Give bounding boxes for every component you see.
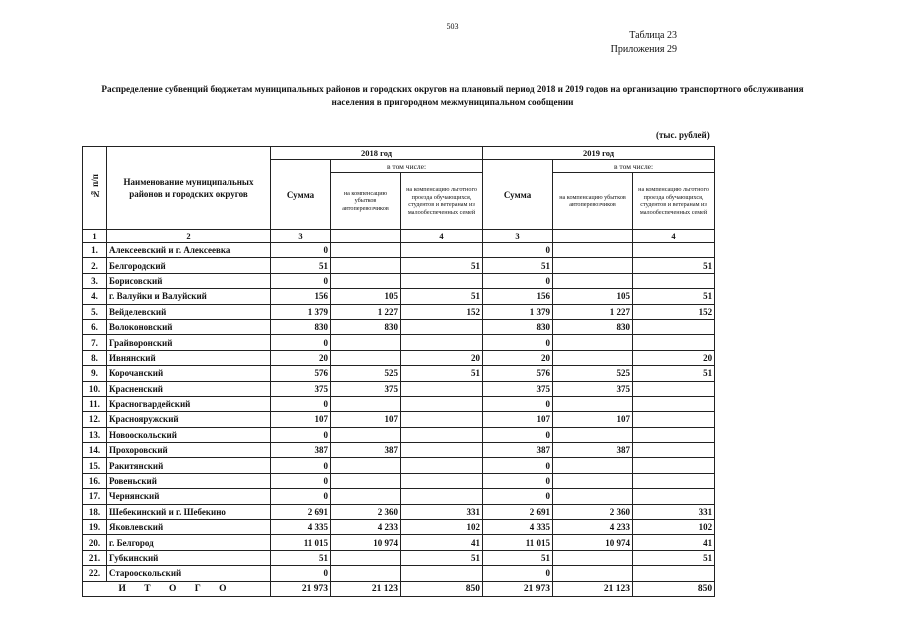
carriers-2018 bbox=[331, 258, 401, 273]
carriers-2019 bbox=[553, 243, 633, 258]
table-row bbox=[83, 535, 715, 550]
sum-2018: 51 bbox=[271, 550, 331, 565]
carriers-2019: 375 bbox=[553, 381, 633, 396]
sum-2018: 0 bbox=[271, 335, 331, 350]
carriers-2018 bbox=[331, 566, 401, 581]
carriers-2018 bbox=[331, 489, 401, 504]
discount-2018: 51 bbox=[401, 258, 483, 273]
discount-2018: 331 bbox=[401, 504, 483, 519]
discount-2019 bbox=[633, 396, 715, 411]
table-row bbox=[83, 381, 715, 396]
row-number: 16. bbox=[83, 473, 107, 488]
row-number: 4. bbox=[83, 289, 107, 304]
row-number: 2. bbox=[83, 258, 107, 273]
document-title: Распределение субвенций бюджетам муниципальных районов и городских округов на плановый период 2018 и 2019 годов на организацию транспортного обслуживания населения в пригородном межмуниципальном сообщении bbox=[101, 84, 804, 107]
discount-2018: 51 bbox=[401, 550, 483, 565]
sum-2019: 576 bbox=[483, 366, 553, 381]
carriers-2019 bbox=[553, 566, 633, 581]
discount-2019 bbox=[633, 566, 715, 581]
discount-2018 bbox=[401, 396, 483, 411]
header-incl-2018: в том числе: bbox=[331, 160, 483, 173]
header-year-2019: 2019 год bbox=[483, 147, 715, 160]
discount-2019: 20 bbox=[633, 350, 715, 365]
row-number: 5. bbox=[83, 304, 107, 319]
header-sum-2019: Сумма bbox=[483, 160, 553, 230]
table-row bbox=[83, 550, 715, 565]
sum-2019: 1 379 bbox=[483, 304, 553, 319]
discount-2019 bbox=[633, 243, 715, 258]
row-number: 18. bbox=[83, 504, 107, 519]
sum-2019: 830 bbox=[483, 319, 553, 334]
discount-2018 bbox=[401, 273, 483, 288]
row-number: 21. bbox=[83, 550, 107, 565]
carriers-2019 bbox=[553, 458, 633, 473]
carriers-2018 bbox=[331, 396, 401, 411]
discount-2019 bbox=[633, 381, 715, 396]
column-number-row bbox=[83, 230, 715, 243]
carriers-2019 bbox=[553, 258, 633, 273]
district-name: г. Валуйки и Валуйский bbox=[107, 289, 271, 304]
row-number: 22. bbox=[83, 566, 107, 581]
col-number bbox=[331, 230, 401, 243]
row-number: 15. bbox=[83, 458, 107, 473]
sum-2018: 107 bbox=[271, 412, 331, 427]
row-number: 9. bbox=[83, 366, 107, 381]
sum-2018: 0 bbox=[271, 396, 331, 411]
table-row bbox=[83, 335, 715, 350]
col-number: 1 bbox=[83, 230, 107, 243]
sum-2018: 0 bbox=[271, 427, 331, 442]
carriers-2019: 830 bbox=[553, 319, 633, 334]
sum-2018: 0 bbox=[271, 489, 331, 504]
header-carriers-2019: на компенсацию убытков автоперевозчиков bbox=[553, 173, 633, 230]
carriers-2018 bbox=[331, 243, 401, 258]
sum-2019: 0 bbox=[483, 566, 553, 581]
discount-2018 bbox=[401, 458, 483, 473]
table-row bbox=[83, 289, 715, 304]
sum-2019: 0 bbox=[483, 427, 553, 442]
discount-2018 bbox=[401, 335, 483, 350]
table-row bbox=[83, 504, 715, 519]
sum-2018: 576 bbox=[271, 366, 331, 381]
header-name: Наименование муниципальных районов и городских округов bbox=[107, 147, 271, 230]
carriers-2019 bbox=[553, 335, 633, 350]
header-discount-2019: на компенсацию льготного проезда обучающихся, студентов и ветеранам из малообеспеченных семей bbox=[633, 173, 715, 230]
discount-2018 bbox=[401, 381, 483, 396]
carriers-2019 bbox=[553, 273, 633, 288]
sum-2019: 0 bbox=[483, 489, 553, 504]
carriers-2018: 4 233 bbox=[331, 520, 401, 535]
row-number: 19. bbox=[83, 520, 107, 535]
discount-2018 bbox=[401, 566, 483, 581]
sum-2019: 0 bbox=[483, 273, 553, 288]
carriers-2018 bbox=[331, 273, 401, 288]
row-number: 20. bbox=[83, 535, 107, 550]
discount-2019 bbox=[633, 443, 715, 458]
col-number bbox=[553, 230, 633, 243]
sum-2018: 830 bbox=[271, 319, 331, 334]
carriers-2018 bbox=[331, 458, 401, 473]
sum-2018: 20 bbox=[271, 350, 331, 365]
total-sum-2018: 21 973 bbox=[271, 581, 331, 596]
total-carriers-2018: 21 123 bbox=[331, 581, 401, 596]
carriers-2018: 105 bbox=[331, 289, 401, 304]
table-row bbox=[83, 350, 715, 365]
table-row bbox=[83, 489, 715, 504]
carriers-2018: 1 227 bbox=[331, 304, 401, 319]
discount-2018: 102 bbox=[401, 520, 483, 535]
table-row bbox=[83, 443, 715, 458]
header-year-2018: 2018 год bbox=[271, 147, 483, 160]
row-number: 14. bbox=[83, 443, 107, 458]
discount-2019: 51 bbox=[633, 366, 715, 381]
carriers-2018: 387 bbox=[331, 443, 401, 458]
district-name: Грайворонский bbox=[107, 335, 271, 350]
district-name: Ракитянский bbox=[107, 458, 271, 473]
row-number: 11. bbox=[83, 396, 107, 411]
district-name: Белгородский bbox=[107, 258, 271, 273]
carriers-2018: 375 bbox=[331, 381, 401, 396]
carriers-2019: 387 bbox=[553, 443, 633, 458]
district-name: Красногвардейский bbox=[107, 396, 271, 411]
carriers-2019: 10 974 bbox=[553, 535, 633, 550]
carriers-2019: 2 360 bbox=[553, 504, 633, 519]
sum-2019: 0 bbox=[483, 458, 553, 473]
total-carriers-2019: 21 123 bbox=[553, 581, 633, 596]
sum-2018: 1 379 bbox=[271, 304, 331, 319]
carriers-2019: 1 227 bbox=[553, 304, 633, 319]
total-discount-2019: 850 bbox=[633, 581, 715, 596]
discount-2018: 20 bbox=[401, 350, 483, 365]
sum-2018: 0 bbox=[271, 273, 331, 288]
sum-2019: 4 335 bbox=[483, 520, 553, 535]
table-row bbox=[83, 243, 715, 258]
discount-2019 bbox=[633, 427, 715, 442]
carriers-2018: 107 bbox=[331, 412, 401, 427]
discount-2019: 152 bbox=[633, 304, 715, 319]
carriers-2019: 525 bbox=[553, 366, 633, 381]
discount-2018 bbox=[401, 443, 483, 458]
discount-2018 bbox=[401, 412, 483, 427]
district-name: Чернянский bbox=[107, 489, 271, 504]
total-row bbox=[83, 581, 715, 596]
col-number: 3 bbox=[483, 230, 553, 243]
discount-2019 bbox=[633, 473, 715, 488]
sum-2019: 0 bbox=[483, 335, 553, 350]
carriers-2019: 4 233 bbox=[553, 520, 633, 535]
carriers-2019 bbox=[553, 550, 633, 565]
discount-2019: 51 bbox=[633, 550, 715, 565]
carriers-2018 bbox=[331, 550, 401, 565]
carriers-2018: 525 bbox=[331, 366, 401, 381]
sum-2018: 51 bbox=[271, 258, 331, 273]
header-discount-2018: на компенсацию льготного проезда обучающихся, студентов и ветеранам из малообеспеченных семей bbox=[401, 173, 483, 230]
sum-2018: 387 bbox=[271, 443, 331, 458]
col-number: 2 bbox=[107, 230, 271, 243]
sum-2018: 11 015 bbox=[271, 535, 331, 550]
header-sum-2018: Сумма bbox=[271, 160, 331, 230]
carriers-2018: 830 bbox=[331, 319, 401, 334]
district-name: Шебекинский и г. Шебекино bbox=[107, 504, 271, 519]
table-row bbox=[83, 412, 715, 427]
discount-2019 bbox=[633, 273, 715, 288]
page-number: 503 bbox=[446, 22, 459, 31]
discount-2019 bbox=[633, 335, 715, 350]
header-num: № п/п bbox=[83, 147, 107, 230]
sum-2019: 0 bbox=[483, 243, 553, 258]
district-name: Ивнянский bbox=[107, 350, 271, 365]
carriers-2018 bbox=[331, 473, 401, 488]
carriers-2019 bbox=[553, 473, 633, 488]
district-name: Новооскольский bbox=[107, 427, 271, 442]
table-row bbox=[83, 473, 715, 488]
district-name: Алексеевский и г. Алексеевка bbox=[107, 243, 271, 258]
sum-2019: 51 bbox=[483, 550, 553, 565]
discount-2018 bbox=[401, 243, 483, 258]
table-row bbox=[83, 319, 715, 334]
discount-2019: 51 bbox=[633, 289, 715, 304]
header-incl-2019: в том числе: bbox=[553, 160, 715, 173]
discount-2018 bbox=[401, 473, 483, 488]
subsidy-table bbox=[82, 146, 715, 597]
district-name: Волоконовский bbox=[107, 319, 271, 334]
table-row bbox=[83, 427, 715, 442]
discount-2018 bbox=[401, 489, 483, 504]
discount-2019: 331 bbox=[633, 504, 715, 519]
col-number: 4 bbox=[633, 230, 715, 243]
row-number: 6. bbox=[83, 319, 107, 334]
district-name: Губкинский bbox=[107, 550, 271, 565]
carriers-2019: 105 bbox=[553, 289, 633, 304]
discount-2019 bbox=[633, 458, 715, 473]
col-number: 4 bbox=[401, 230, 483, 243]
district-name: г. Белгород bbox=[107, 535, 271, 550]
discount-2018: 41 bbox=[401, 535, 483, 550]
table-row bbox=[83, 396, 715, 411]
sum-2018: 156 bbox=[271, 289, 331, 304]
sum-2018: 0 bbox=[271, 473, 331, 488]
sum-2018: 2 691 bbox=[271, 504, 331, 519]
sum-2019: 107 bbox=[483, 412, 553, 427]
row-number: 17. bbox=[83, 489, 107, 504]
sum-2019: 11 015 bbox=[483, 535, 553, 550]
row-number: 7. bbox=[83, 335, 107, 350]
table-label: Таблица 23 bbox=[629, 30, 677, 41]
units-label: (тыс. рублей) bbox=[656, 130, 710, 140]
carriers-2019 bbox=[553, 396, 633, 411]
table-row bbox=[83, 258, 715, 273]
sum-2019: 0 bbox=[483, 396, 553, 411]
sum-2018: 0 bbox=[271, 458, 331, 473]
sum-2018: 0 bbox=[271, 566, 331, 581]
table-row bbox=[83, 366, 715, 381]
sum-2019: 2 691 bbox=[483, 504, 553, 519]
table-row bbox=[83, 458, 715, 473]
carriers-2019 bbox=[553, 350, 633, 365]
district-name: Ровеньский bbox=[107, 473, 271, 488]
discount-2019 bbox=[633, 412, 715, 427]
sum-2018: 0 bbox=[271, 243, 331, 258]
discount-2019: 41 bbox=[633, 535, 715, 550]
district-name: Яковлевский bbox=[107, 520, 271, 535]
district-name: Краснояружский bbox=[107, 412, 271, 427]
discount-2019: 51 bbox=[633, 258, 715, 273]
appendix-label: Приложения 29 bbox=[610, 44, 677, 55]
district-name: Борисовский bbox=[107, 273, 271, 288]
discount-2018 bbox=[401, 427, 483, 442]
row-number: 8. bbox=[83, 350, 107, 365]
total-discount-2018: 850 bbox=[401, 581, 483, 596]
carriers-2018 bbox=[331, 427, 401, 442]
table-row bbox=[83, 520, 715, 535]
total-label: И Т О Г О bbox=[83, 581, 271, 596]
sum-2018: 375 bbox=[271, 381, 331, 396]
col-number: 3 bbox=[271, 230, 331, 243]
sum-2018: 4 335 bbox=[271, 520, 331, 535]
discount-2018: 51 bbox=[401, 289, 483, 304]
sum-2019: 156 bbox=[483, 289, 553, 304]
table-row bbox=[83, 273, 715, 288]
carriers-2018 bbox=[331, 350, 401, 365]
district-name: Прохоровский bbox=[107, 443, 271, 458]
header-carriers-2018: на компенсацию убытков автоперевозчиков bbox=[331, 173, 401, 230]
sum-2019: 375 bbox=[483, 381, 553, 396]
row-number: 10. bbox=[83, 381, 107, 396]
discount-2018 bbox=[401, 319, 483, 334]
district-name: Старооскольский bbox=[107, 566, 271, 581]
row-number: 12. bbox=[83, 412, 107, 427]
table-row bbox=[83, 566, 715, 581]
district-name: Корочанский bbox=[107, 366, 271, 381]
row-number: 3. bbox=[83, 273, 107, 288]
total-sum-2019: 21 973 bbox=[483, 581, 553, 596]
discount-2018: 51 bbox=[401, 366, 483, 381]
district-name: Вейделевский bbox=[107, 304, 271, 319]
carriers-2019 bbox=[553, 489, 633, 504]
sum-2019: 387 bbox=[483, 443, 553, 458]
discount-2018: 152 bbox=[401, 304, 483, 319]
discount-2019 bbox=[633, 489, 715, 504]
sum-2019: 0 bbox=[483, 473, 553, 488]
discount-2019: 102 bbox=[633, 520, 715, 535]
carriers-2019 bbox=[553, 427, 633, 442]
row-number: 1. bbox=[83, 243, 107, 258]
discount-2019 bbox=[633, 319, 715, 334]
sum-2019: 20 bbox=[483, 350, 553, 365]
carriers-2018: 2 360 bbox=[331, 504, 401, 519]
table-row bbox=[83, 304, 715, 319]
district-name: Красненский bbox=[107, 381, 271, 396]
carriers-2018: 10 974 bbox=[331, 535, 401, 550]
carriers-2019: 107 bbox=[553, 412, 633, 427]
carriers-2018 bbox=[331, 335, 401, 350]
sum-2019: 51 bbox=[483, 258, 553, 273]
row-number: 13. bbox=[83, 427, 107, 442]
